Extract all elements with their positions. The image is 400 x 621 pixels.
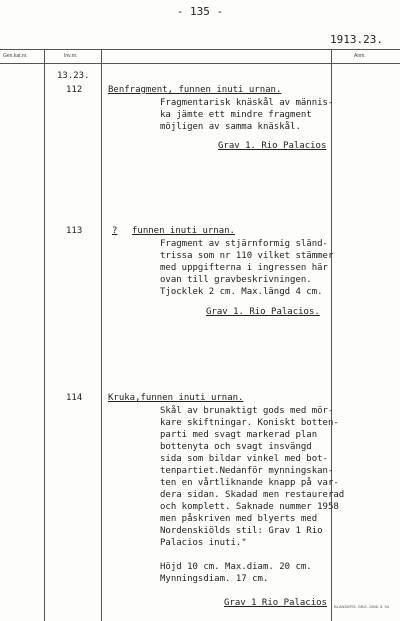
entry-line: ovan till gravbeskrivningen. <box>160 275 312 285</box>
entry-line: ten en vårtliknande knapp på var- <box>160 478 339 488</box>
column-rule-2 <box>101 50 102 621</box>
entry-line: Fragmentarisk knäskål av männis- <box>160 98 334 108</box>
col-header-inv: Inv.nr. <box>64 53 78 59</box>
col-header-anm: Anm. <box>354 53 366 59</box>
entry-signature: Grav 1 Rio Palacios <box>224 598 327 608</box>
entry-line: bottenyta och svagt insvängd <box>160 442 312 452</box>
header-date: 1913.23. <box>330 33 383 46</box>
entry-line: möjligen av samma knäskål. <box>160 122 301 132</box>
entry-signature: Grav 1. Rio Palacios. <box>206 307 320 317</box>
entry-date-mark: 13.23. <box>57 71 90 81</box>
entry-line: parti med svagt markerad plan <box>160 430 318 440</box>
entry-line: trissa som nr 110 vilket stämmer <box>160 251 334 261</box>
entry-line: sida som bildar vinkel med bot- <box>160 454 328 464</box>
entry-line: Nordenskiölds stil: Grav 1 Rio <box>160 526 323 536</box>
entry-line: Tjocklek 2 cm. Max.längd 4 cm. <box>160 287 323 297</box>
header-line-top <box>0 49 400 50</box>
entry-number: 114 <box>66 393 83 403</box>
entry-line: Palacios inuti." <box>160 538 247 548</box>
entry-title: Benfragment, funnen inuti urnan. <box>108 85 282 95</box>
entry-line: men påskriven med blyerts med <box>160 514 318 524</box>
entry-title: Kruka,funnen inuti urnan. <box>108 393 244 403</box>
entry-line: ka jämte ett mindre fragment <box>160 110 312 120</box>
col-header-gen-kat: Gen.kat.nr. <box>3 53 28 59</box>
entry-line: med uppgifterna i ingressen här <box>160 263 328 273</box>
entry-number: 113 <box>66 226 83 236</box>
entry-line: Mynningsdiam. 17 cm. <box>160 574 269 584</box>
entry-signature: Grav 1. Rio Palacios <box>218 141 327 151</box>
entry-line: kare skiftningar. Koniskt botten- <box>160 418 339 428</box>
page-number: - 135 - <box>176 5 224 18</box>
entry-unknown-mark: ? <box>112 226 118 236</box>
entry-line: och komplett. Saknade nummer 1958 <box>160 502 339 512</box>
entry-title: funnen inuti urnan. <box>132 226 235 236</box>
entry-number: 112 <box>66 85 83 95</box>
entry-line: Skål av brunaktigt gods med mör- <box>160 406 334 416</box>
printer-stamp: BLANDERS. GBG. 1966. 3. 94 <box>334 604 389 609</box>
entry-line: dera sidan. Skadad men restaurerad <box>160 490 345 500</box>
column-rule-1 <box>44 50 45 621</box>
header-line-bottom <box>0 63 400 64</box>
entry-line: tenpartiet.Nedanför mynningskan- <box>160 466 334 476</box>
entry-line: Fragment av stjärnformig sländ- <box>160 239 328 249</box>
entry-line: Höjd 10 cm. Max.diam. 20 cm. <box>160 562 312 572</box>
column-rule-3 <box>331 50 332 621</box>
